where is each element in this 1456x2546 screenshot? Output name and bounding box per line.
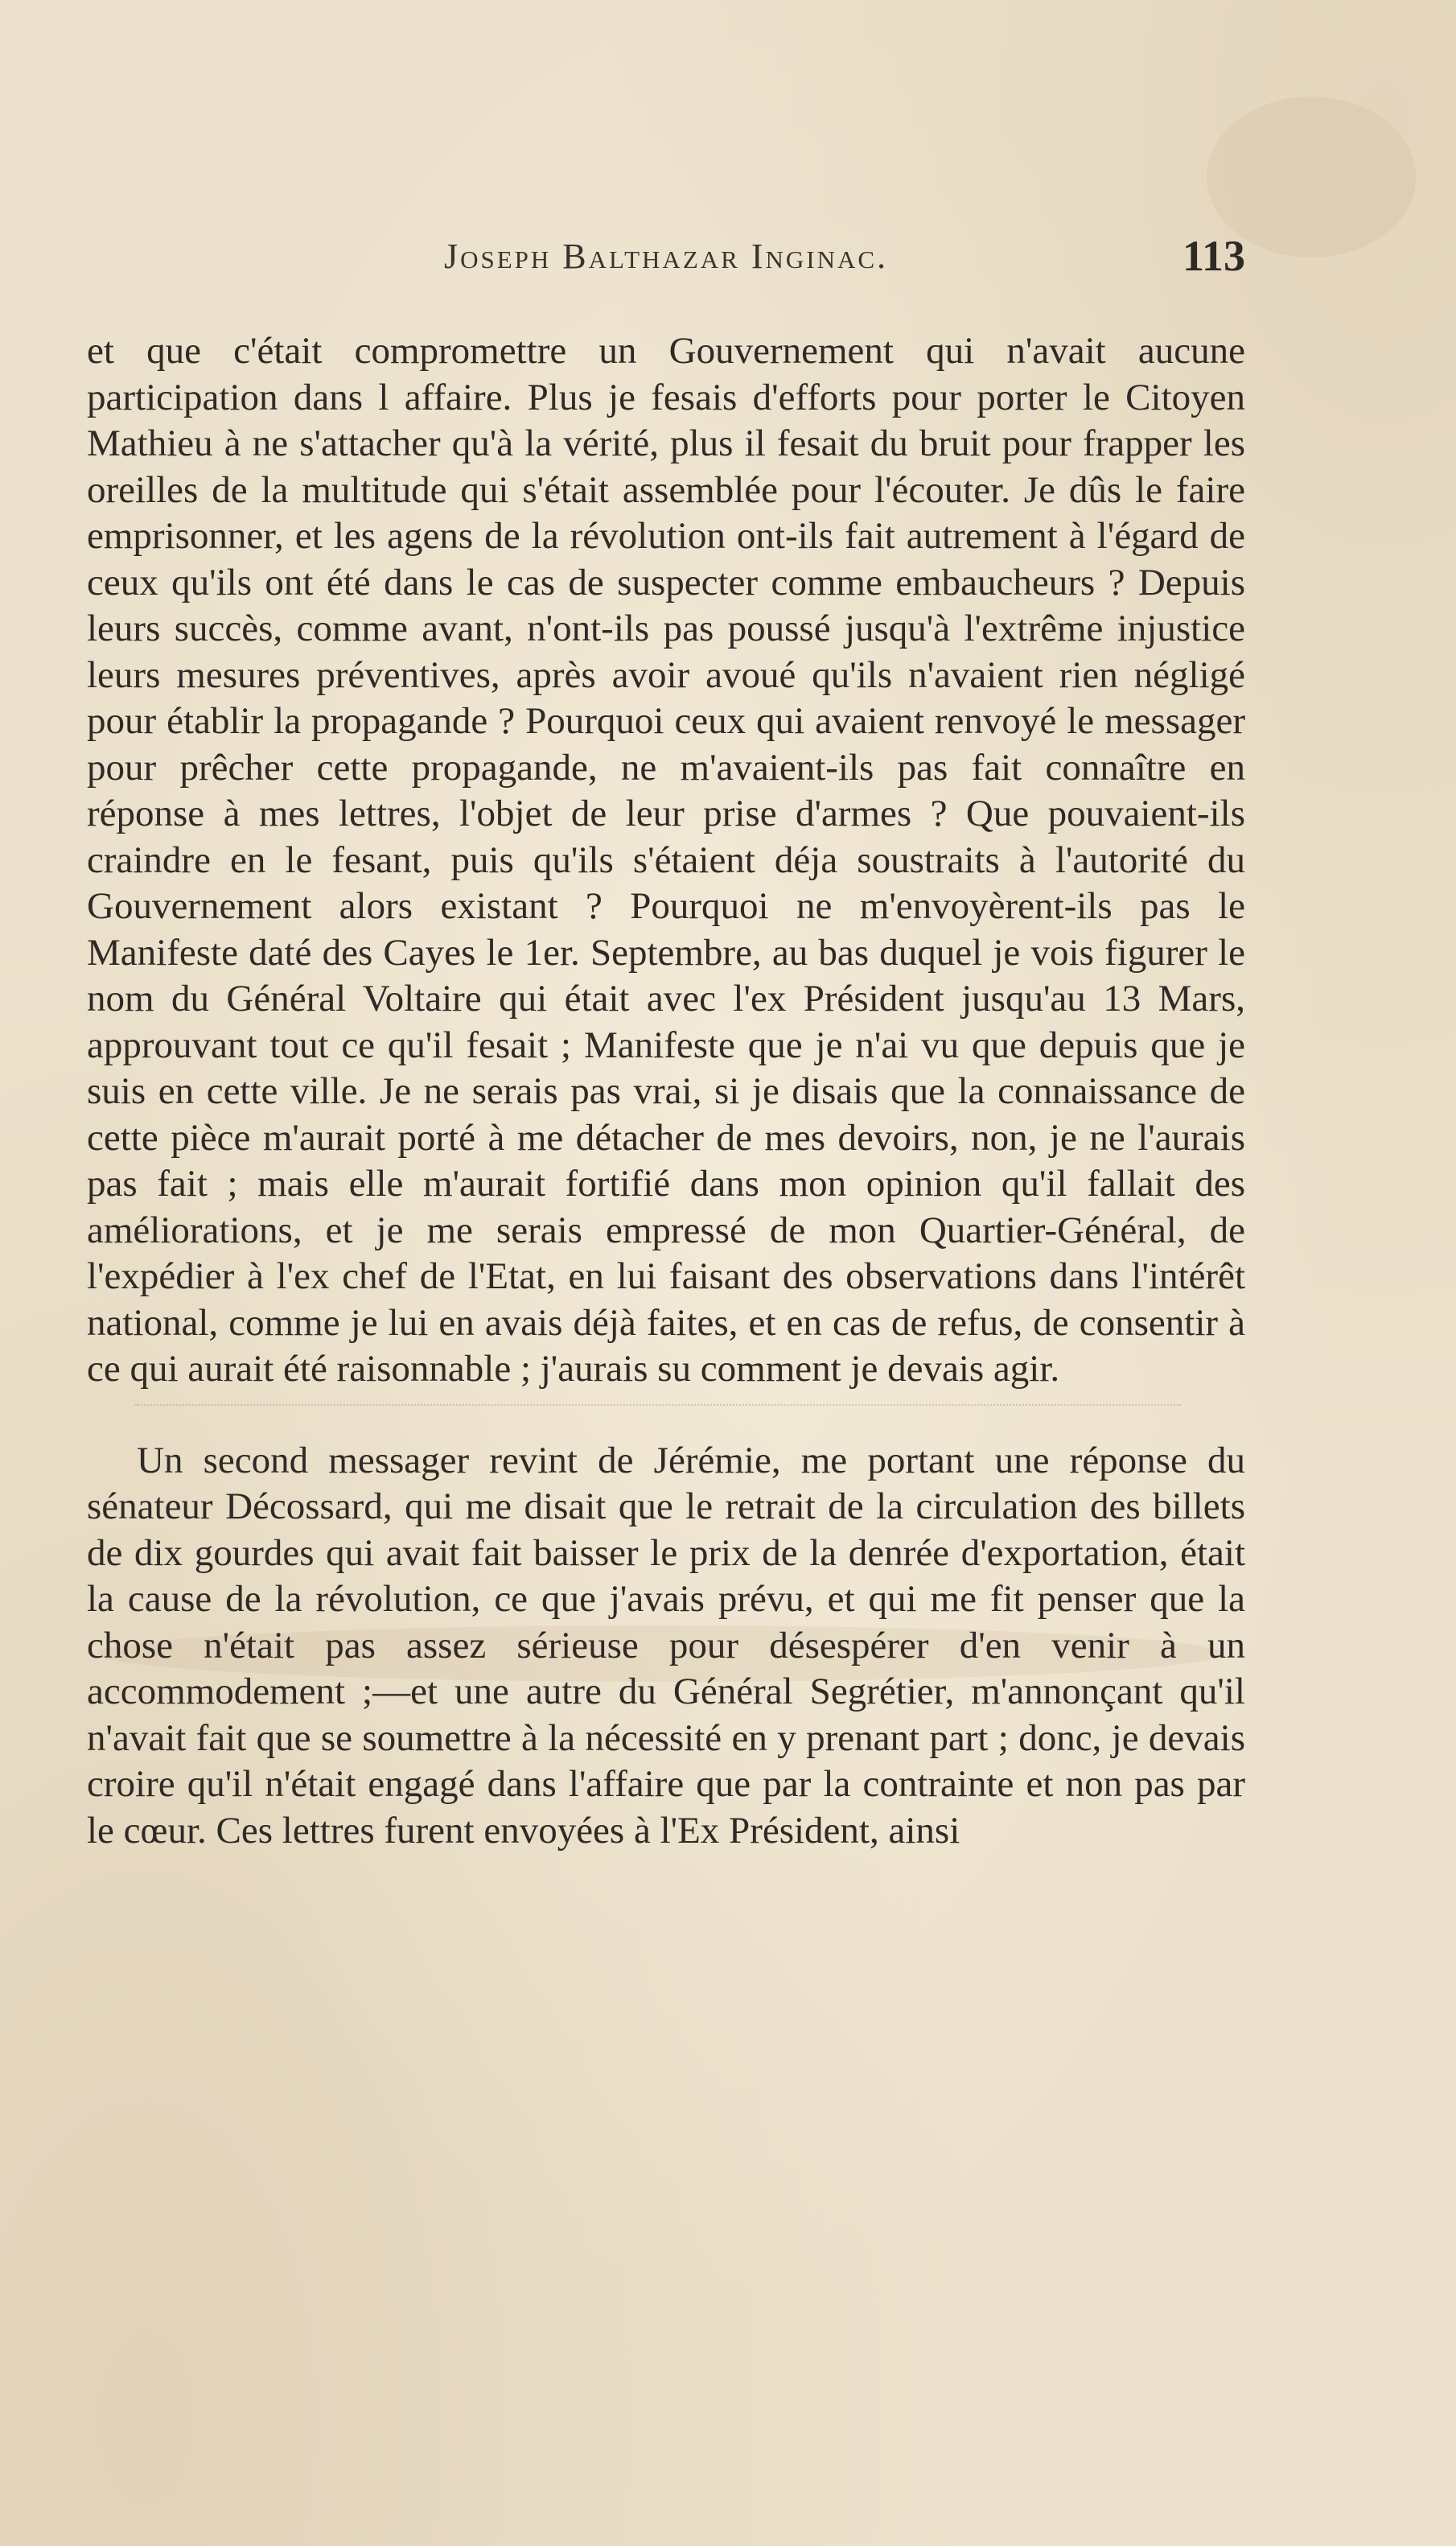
body-text [87, 328, 1245, 1854]
page-number: 113 [1182, 232, 1245, 280]
paragraph-divider [135, 1404, 1181, 1406]
paragraph-1: et que c'était compromettre un Gouvernement qui n'avait aucune participation dans l affaire. Plus je fesais d'efforts pour porter le Citoyen Mathieu à ne s'attacher qu'à la vérité, plus il fesait du bruit pour frapper les oreilles de la multitude qui s'était assemblée pour l'écouter. Je dûs le faire emprisonner, et les agens de la révolution ont-ils fait autrement à l'égard de ceux qu'ils ont été dans le cas de suspecter comme embaucheurs ? Depuis leurs succès, comme avant, n'ont-ils pas poussé jusqu'à l'extrême injustice leurs mesures préventives, après avoir avoué qu'ils n'avaient rien négligé pour établir la propagande ? Pourquoi ceux qui avaient renvoyé le messager pour prêcher cette propagande, ne m'avaient-ils pas fait connaître en réponse à mes lettres, l'objet de leur prise d'armes ? Que pouvaient-ils craindre en le fesant, puis qu'ils s'étaient déja soustraits à l'autorité du Gouvernement alors existant ? Pourquoi ne m'envoyèrent-ils pas le Manifeste daté des Cayes le 1er. Septembre, au bas duquel je vois figurer le nom du Général Voltaire qui était avec l'ex Président jusqu'au 13 Mars, approuvant tout ce qu'il fesait ; Manifeste que je n'ai vu que depuis que je suis en cette ville. Je ne serais pas vrai, si je disais que la connaissance de cette pièce m'aurait porté à me détacher de mes devoirs, non, je ne l'aurais pas fait ; mais elle m'aurait fortifié dans mon opinion qu'il fallait des améliorations, et je me serais empressé de mon Quartier-Général, de l'expédier à l'ex chef de l'Etat, en lui faisant des observations dans l'intérêt national, comme je lui en avais déjà faites, et en cas de refus, de consentir à ce qui aurait été raisonnable ; j'aurais su comment je devais agir. [87, 330, 1245, 1390]
running-head [87, 229, 1245, 286]
paragraph-2: Un second messager revint de Jérémie, me portant une réponse du sénateur Décossard, qui me disait que le retrait de la circulation des billets de dix gourdes qui avait fait baisser le prix de la denrée d'exportation, était la cause de la révolution, ce que j'avais prévu, et qui me fit penser que la chose n'était pas assez sérieuse pour désespérer d'en venir à un accommodement ;—et une autre du Général Segrétier, m'annonçant qu'il n'avait fait que se soumettre à la nécessité en y prenant part ; donc, je devais croire qu'il n'était engagé dans l'affaire que par la contrainte et non pas par le cœur. Ces lettres furent envoyées à l'Ex Président, ainsi [87, 1439, 1245, 1852]
running-title: Joseph Balthazar Inginac. [443, 237, 889, 276]
